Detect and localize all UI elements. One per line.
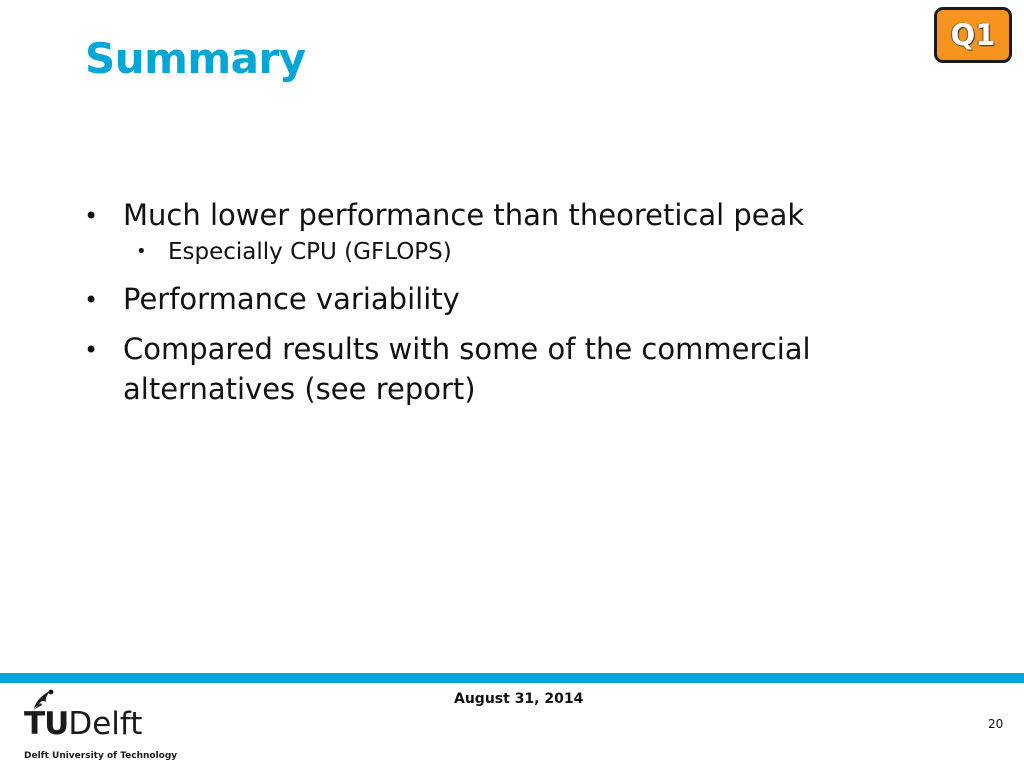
footer-date: August 31, 2014 [454,691,584,707]
tu-delft-logo [24,686,178,766]
bullet-dot-icon: • [136,241,147,262]
bullet-dot-icon: • [84,336,99,364]
question-badge-label: Q1 [950,18,996,52]
bullet-dot-icon: • [84,202,99,230]
logo-subtitle: Delft University of Technology [24,751,178,761]
footer-accent-bar [0,673,1024,683]
bullet-text: Much lower performance than theoretical peak [123,198,805,232]
bullet-item [84,329,964,409]
bullet-item [84,195,964,235]
bullet-item [84,279,964,319]
logo-wordmark: TUDelft [24,706,143,742]
bullet-text: Compared results with some of the commercial [123,332,811,366]
question-badge [934,7,1012,63]
bullet-text-continuation: alternatives (see report) [123,372,476,406]
sub-bullet-text: Especially CPU (GFLOPS) [168,239,452,265]
sub-bullet-item [84,235,964,269]
bullet-list [84,195,964,409]
page-number: 20 [988,717,1004,731]
bullet-dot-icon: • [84,286,99,314]
slide-title: Summary [85,34,306,83]
bullet-text: Performance variability [123,282,460,316]
